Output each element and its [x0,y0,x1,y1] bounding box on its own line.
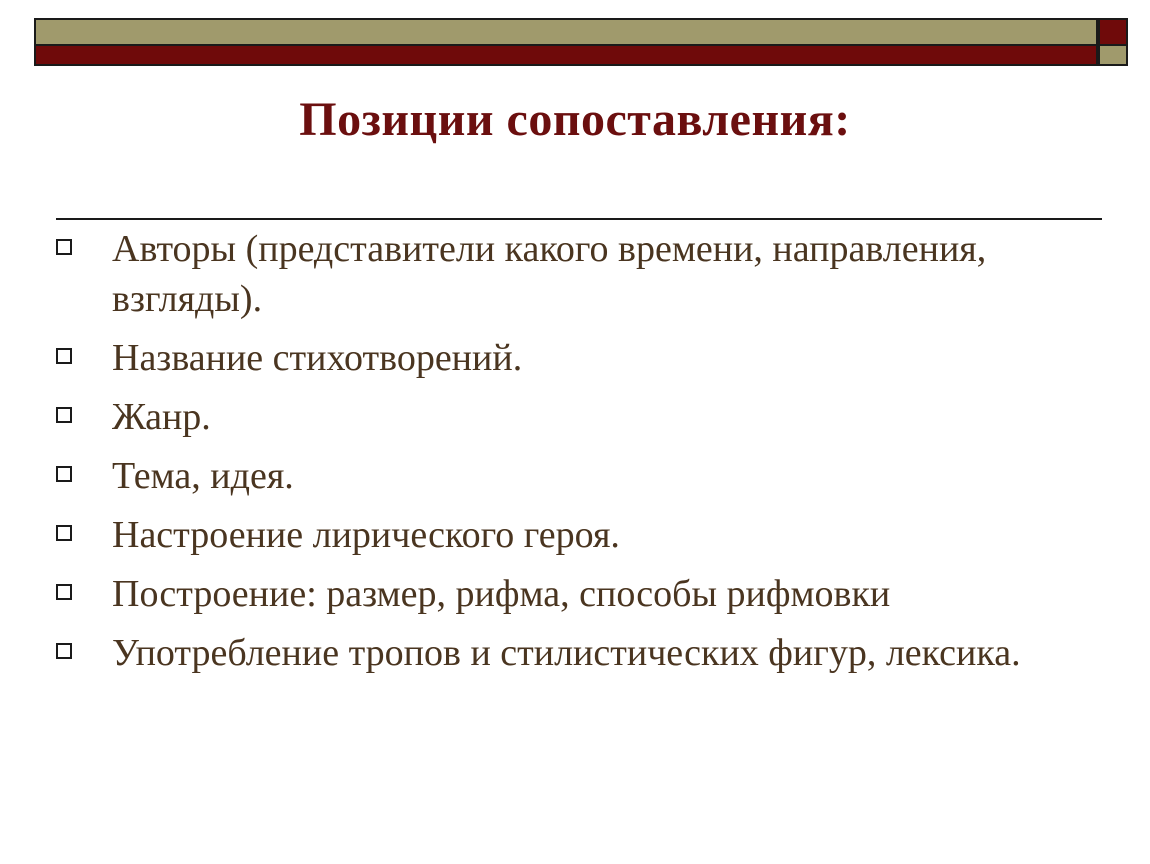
hollow-square-bullet-icon [56,525,72,541]
list-item-text: Построение: размер, рифма, способы рифмовки [112,573,891,615]
list-item-text: Жанр. [112,396,211,438]
hollow-square-bullet-icon [56,348,72,364]
list-item-text: Употребление тропов и стилистических фигур, лексика. [112,632,1021,674]
hollow-square-bullet-icon [56,466,72,482]
hollow-square-bullet-icon [56,239,72,255]
list-item [52,569,1112,619]
list-item [52,451,1112,501]
comparison-positions-list [52,224,1112,687]
banner-red-square [1098,18,1128,46]
list-item-text: Настроение лирического героя. [112,514,620,556]
title-divider [56,218,1102,220]
list-item [52,392,1112,442]
hollow-square-bullet-icon [56,407,72,423]
list-item [52,628,1112,678]
hollow-square-bullet-icon [56,643,72,659]
banner-olive-square [1098,46,1128,66]
list-item [52,510,1112,560]
hollow-square-bullet-icon [56,584,72,600]
banner-red-stripe [34,46,1098,66]
list-item-text: Тема, идея. [112,455,294,497]
list-item-text: Название стихотворений. [112,337,523,379]
top-decorative-banner [34,18,1130,66]
banner-olive-stripe [34,18,1098,46]
list-item [52,333,1112,383]
list-item [52,224,1112,324]
slide-title: Позиции сопоставления: [299,93,851,146]
list-item-text: Авторы (представители какого времени, направления, взгляды). [112,228,987,320]
